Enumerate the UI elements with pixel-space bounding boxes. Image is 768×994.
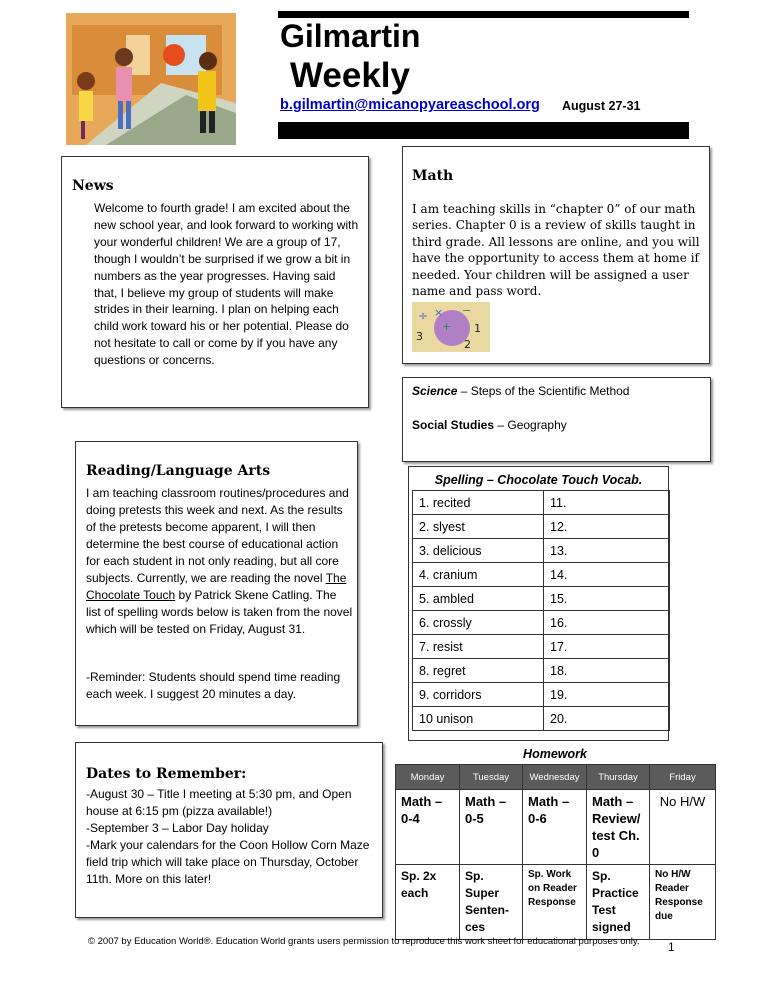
science-line [412,384,629,398]
spelling-table [412,490,670,731]
newsletter-title-line1: Gilmartin [280,18,421,54]
week-dates: August 27-31 [562,99,641,113]
homework-math-cell: Math – Review/ test Ch. 0 [587,790,650,865]
homework-spelling-cell: Sp. Super Senten-ces [460,865,523,940]
page-number: 1 [668,940,675,954]
spelling-word: 1. recited [413,491,544,515]
homework-day-header: Wednesday [523,765,587,790]
homework-spelling-cell: Sp. Work on Reader Response [523,865,587,940]
reading-body [86,485,354,638]
spelling-blank-number: 19. [544,683,670,707]
svg-text:+: + [442,320,452,333]
homework-table [395,764,716,940]
spelling-row [413,707,670,731]
math-body: I am teaching skills in “chapter 0” of our math series. Chapter 0 is a review of skills taught in third grade. All lessons are online, and you will have the opportunity to access them at home if needed. Your children will be assigned a user name and pass word. [412,202,700,299]
spelling-word: 10 unison [413,707,544,731]
news-body: Welcome to fourth grade! I am excited about the new school year, and look forward to working with your wonderful children! We are a group of 17, though I wouldn’t be surprised if we grow a bit in numbers as the year progresses. Having said that, I believe my group of students will make strides in their learning. I plan on helping each child work toward his or her potential. Please do not hesitate to call or come by if you have any questions or concerns. [94,201,359,368]
homework-spelling-cell: Sp. 2x each [396,865,460,940]
science-text: – Steps of the Scientific Method [457,384,630,398]
spelling-word: 4. cranium [413,563,544,587]
spelling-row [413,563,670,587]
homework-math-cell: Math – 0-6 [523,790,587,865]
news-heading: News [72,178,114,194]
spelling-blank-number: 14. [544,563,670,587]
header-bottom-bar [278,122,689,139]
svg-text:1: 1 [474,322,481,335]
spelling-word: 6. crossly [413,611,544,635]
spelling-row [413,539,670,563]
spelling-blank-number: 13. [544,539,670,563]
spelling-row [413,587,670,611]
spelling-word: 3. delicious [413,539,544,563]
reading-reminder: -Reminder: Students should spend time reading each week. I suggest 20 minutes a day. [86,670,341,701]
spelling-row [413,491,670,515]
spelling-row [413,515,670,539]
reading-body-part1: I am teaching classroom routines/procedures and doing pretests this week and next. As the results of the pretests become apparent, I will then determine the best course of educational action for each student in not only reading, but all core subjects. Currently, we are reading the novel [86,486,349,585]
spelling-blank-number: 17. [544,635,670,659]
spelling-blank-number: 18. [544,659,670,683]
math-section [402,146,710,364]
spelling-word: 2. slyest [413,515,544,539]
news-section [61,156,369,408]
date-item: -August 30 – Title I meeting at 5:30 pm, and Open house at 6:15 pm (pizza available!) [86,787,352,818]
homework-day-header: Friday [650,765,716,790]
homework-spelling-cell: Sp. Practice Test signed [587,865,650,940]
copyright-footer: © 2007 by Education World®. Education World grants users permission to reproduce this work sheet for educational purposes only. [88,936,640,947]
header-top-bar [278,11,689,18]
math-heading: Math [412,168,454,184]
spelling-blank-number: 12. [544,515,670,539]
newsletter-title-line2: Weekly [290,56,410,95]
spelling-blank-number: 20. [544,707,670,731]
science-label: Science [412,384,458,398]
kids-playing-clipart [66,13,236,145]
reading-heading: Reading/Language Arts [86,463,271,479]
spelling-section [408,466,669,741]
svg-text:−: − [462,304,472,317]
reading-section [75,441,358,726]
svg-text:×: × [434,306,444,319]
homework-spelling-cell: No H/W Reader Response due [650,865,716,940]
spelling-word: 9. corridors [413,683,544,707]
spelling-row [413,611,670,635]
social-studies-line [412,418,567,432]
svg-text:3: 3 [416,330,423,343]
spelling-word: 5. ambled [413,587,544,611]
spelling-word: 8. regret [413,659,544,683]
homework-math-cell: Math – 0-4 [396,790,460,865]
spelling-row [413,659,670,683]
spelling-blank-number: 15. [544,587,670,611]
dates-list [86,786,378,888]
svg-text:2: 2 [464,338,471,351]
social-studies-text: – Geography [494,418,567,432]
homework-day-header: Thursday [587,765,650,790]
dates-heading: Dates to Remember: [86,766,247,782]
social-studies-label: Social Studies [412,418,495,432]
math-symbols-clipart [412,302,490,352]
spelling-row [413,635,670,659]
spelling-blank-number: 11. [544,491,670,515]
homework-title: Homework [523,747,587,761]
reading-body-part2: by Patrick Skene Catling. The list of spelling words below is taken from the novel which will be tested on Friday, August 31. [86,588,353,636]
subjects-section [402,377,711,462]
spelling-row [413,683,670,707]
date-item: -September 3 – Labor Day holiday [86,821,269,835]
homework-math-cell: Math – 0-5 [460,790,523,865]
spelling-title: Spelling – Chocolate Touch Vocab. [434,473,643,487]
spelling-blank-number: 16. [544,611,670,635]
homework-day-header: Monday [396,765,460,790]
book-title: The Chocolate Touch [86,571,347,602]
dates-section [75,742,383,918]
homework-math-cell: No H/W [650,790,716,865]
teacher-email-link[interactable]: b.gilmartin@micanopyareaschool.org [280,97,540,113]
homework-day-header: Tuesday [460,765,523,790]
svg-text:÷: ÷ [418,309,429,323]
date-item: -Mark your calendars for the Coon Hollow Corn Maze field trip which will take place on Thursday, October 11th. More on this later! [86,838,370,886]
spelling-word: 7. resist [413,635,544,659]
